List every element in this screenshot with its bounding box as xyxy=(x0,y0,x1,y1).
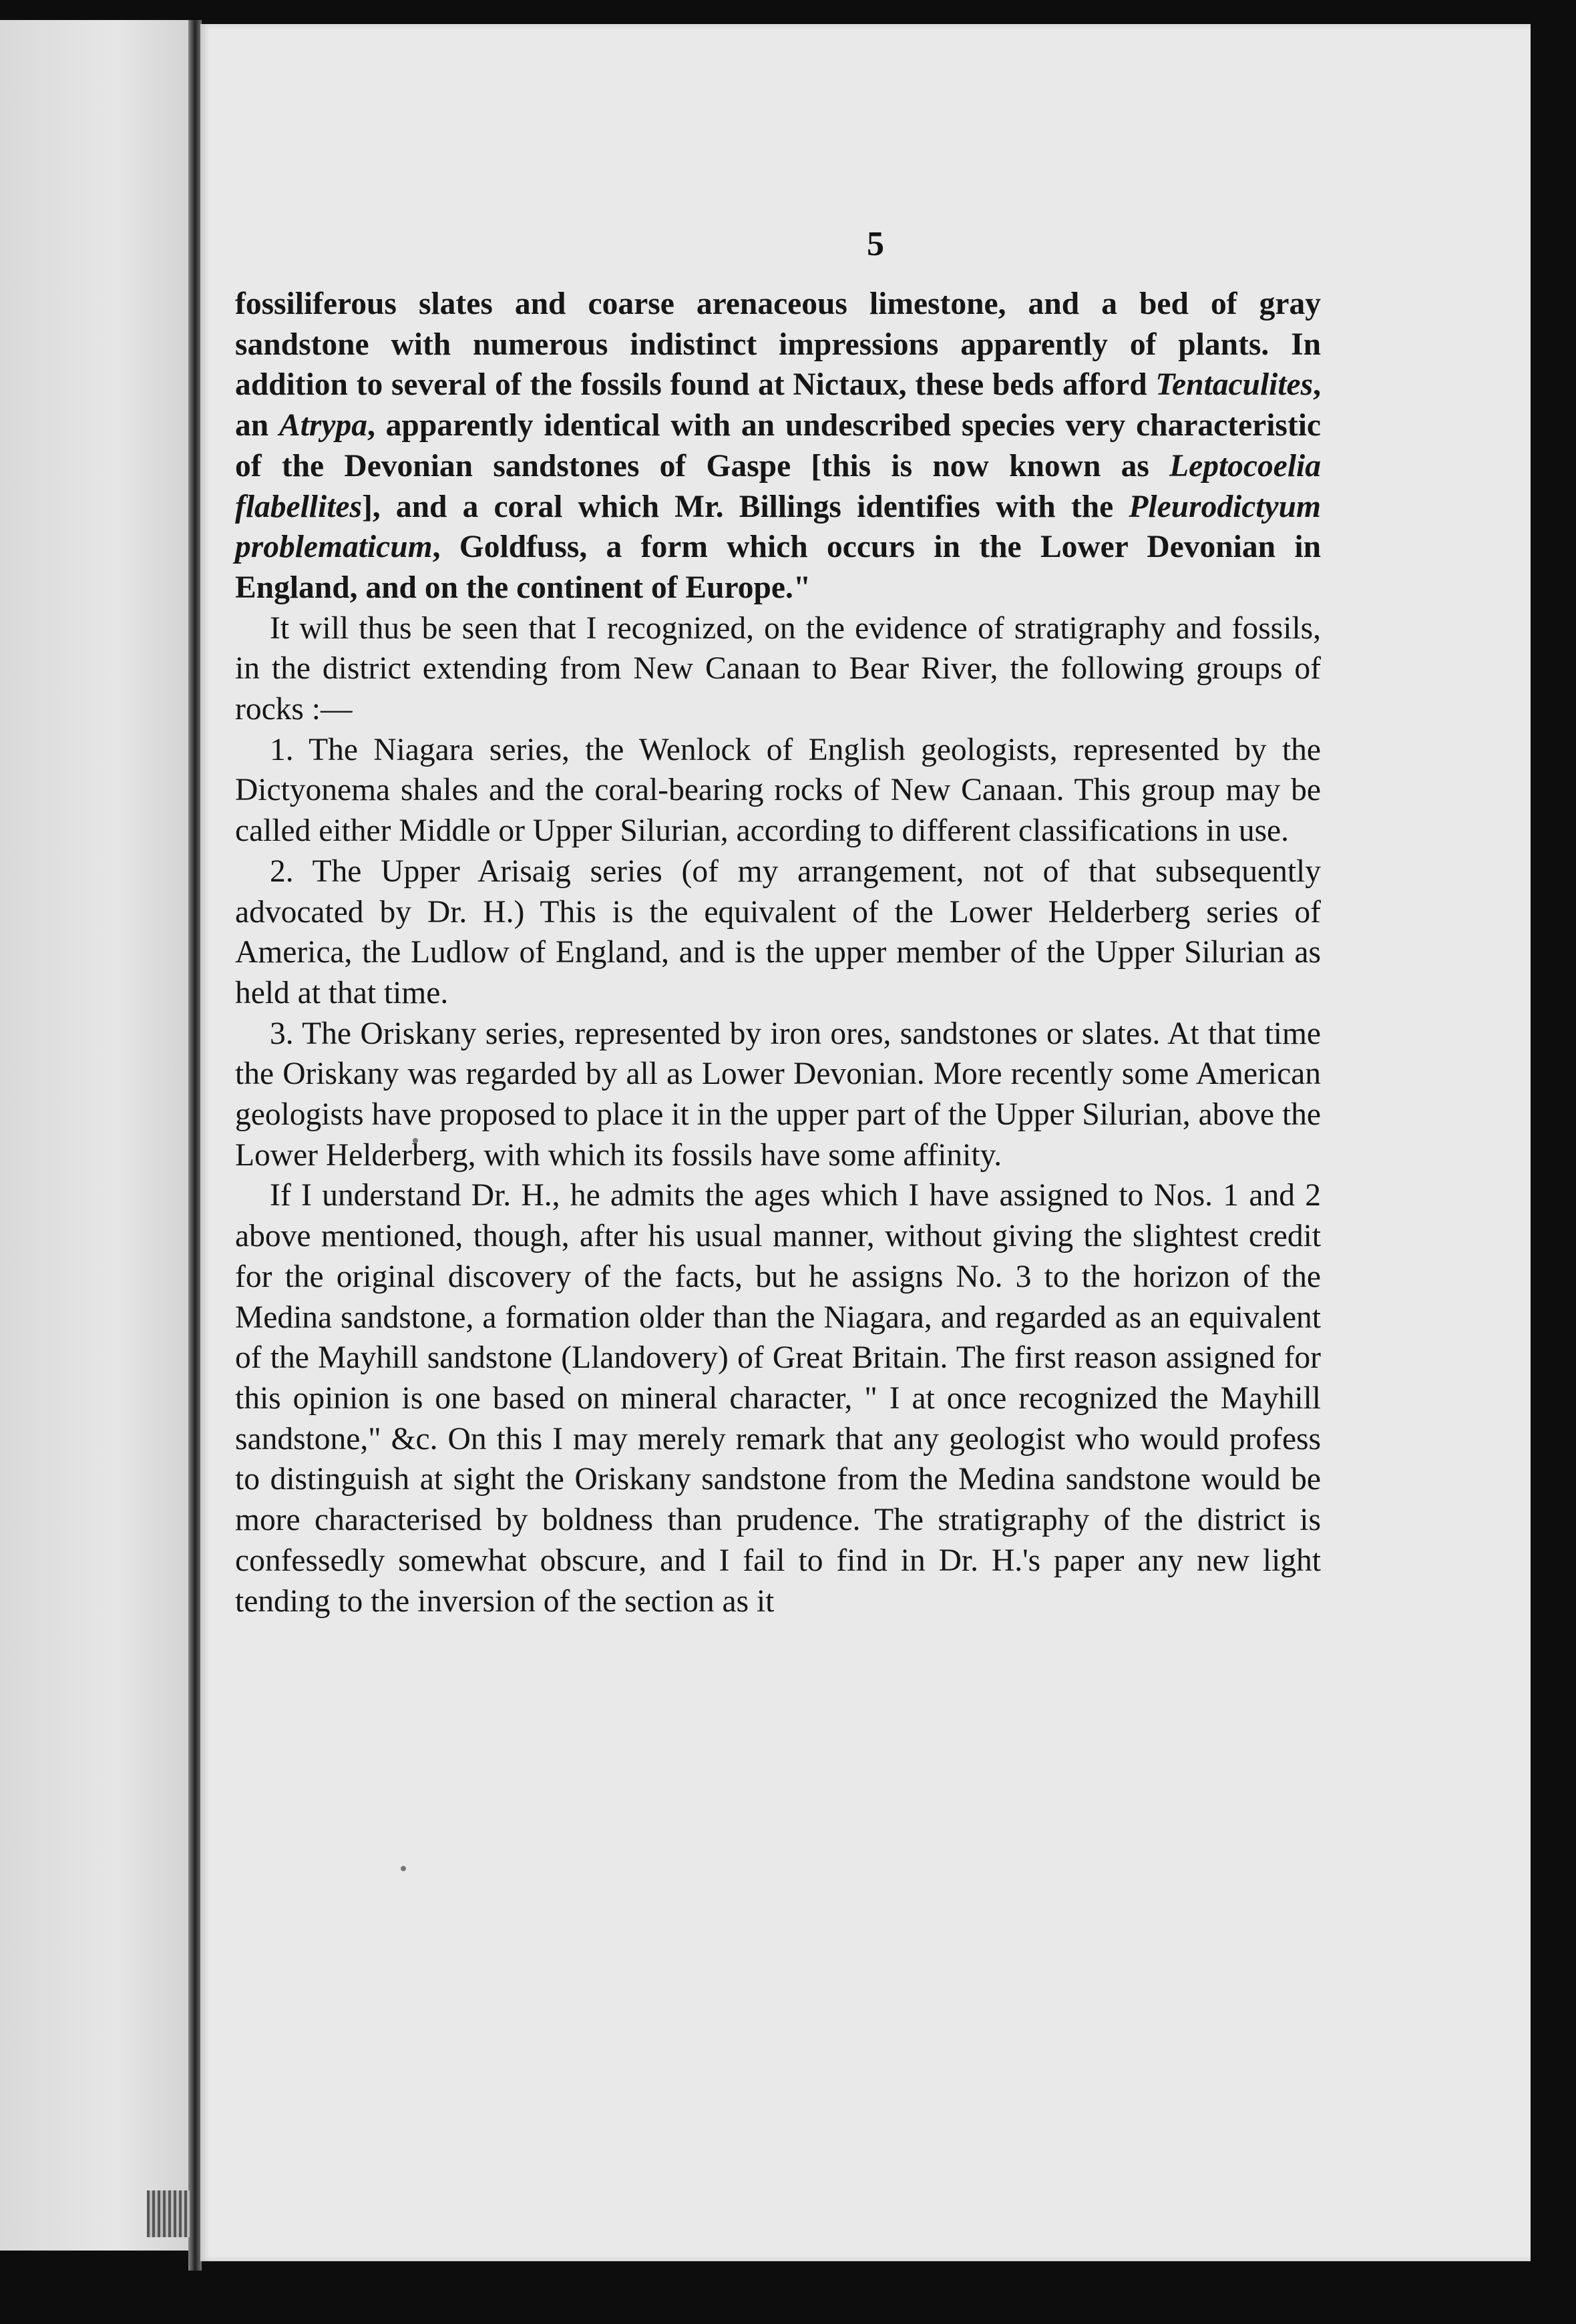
paragraph xyxy=(235,608,1321,730)
book-gutter xyxy=(188,20,202,2271)
text-run: It will thus be seen that I recognized, on the evidence of stratigraphy and fossils, in the district extending from New Canaan to Bear River, the following groups of rocks :— xyxy=(235,610,1321,727)
text-run: If I understand Dr. H., he admits the ages which I have assigned to Nos. 1 and 2 above mentioned, though, after his usual manner, without giving the slightest credit for the original discovery of the facts, but he assigns No. 3 to the horizon of the Medina sandstone, a formation older than the Niagara, and regarded as an equivalent of the Mayhill sandstone (Llandovery) of Great Britain. The first reason assigned for this opinion is one based on mineral character, " I at once recognized the Mayhill sandstone," &c. On this I may merely remark that any geologist who would profess to distinguish at sight the Oriskany sandstone from the Medina sandstone would be more characterised by boldness than prudence. The stratigraphy of the district is confessedly somewhat obscure, and I fail to find in Dr. H.'s paper any new light tending to the inversion of the section as it xyxy=(235,1178,1321,1619)
italic-term: Leptocoelia flabellites xyxy=(235,448,1321,524)
facing-page-edge xyxy=(0,20,194,2251)
text-run: , an xyxy=(235,367,1321,443)
body-text xyxy=(235,284,1321,1621)
text-run: , Goldfuss, a form which occurs in the Lower Devonian in England, and on the continent of Europe." xyxy=(235,530,1321,605)
paragraph xyxy=(235,284,1321,608)
paragraph xyxy=(235,1175,1321,1621)
paragraph xyxy=(235,1014,1321,1176)
italic-term: Atrypa xyxy=(279,408,367,443)
scan-edge-artifact xyxy=(147,2190,190,2237)
text-run: ], and a coral which Mr. Billings identifies with the xyxy=(361,489,1129,524)
italic-term: Tentaculites xyxy=(1155,367,1314,403)
text-run: 1. The Niagara series, the Wenlock of English geologists, represented by the Dictyonema shales and the coral-bearing rocks of New Canaan. This group may be called either Middle or Upper Silurian, according to different classifications in use. xyxy=(235,732,1321,849)
stray-ink-mark xyxy=(401,1866,406,1871)
italic-term: Pleurodictyum problematicum xyxy=(235,489,1321,565)
paragraph xyxy=(235,851,1321,1014)
text-run: 3. The Oriskany series, represented by iron ores, sandstones or slates. At that time the Oriskany was regarded by all as Lower Devonian. More recently some American geologists have proposed to place it in the upper part of the Upper Silurian, above the Lower Helderberg, with which its fossils have some affinity. xyxy=(235,1016,1321,1173)
text-run: , apparently identical with an undescribed species very characteristic of the Devonian sandstones of Gaspe [this is now known as xyxy=(235,408,1321,483)
text-run: 2. The Upper Arisaig series (of my arrangement, not of that subsequently advocated by Dr. H.) This is the equivalent of the Lower Helderberg series of America, the Ludlow of England, and is the upper member of the Upper Silurian as held at that time. xyxy=(235,853,1321,1010)
page-number: 5 xyxy=(867,225,884,263)
paragraph xyxy=(235,730,1321,851)
text-run: fossiliferous slates and coarse arenaceous limestone, and a bed of gray sandstone with numerous indistinct impressions apparently of plants. In addition to several of the fossils found at Nictaux, these beds afford xyxy=(235,286,1321,403)
